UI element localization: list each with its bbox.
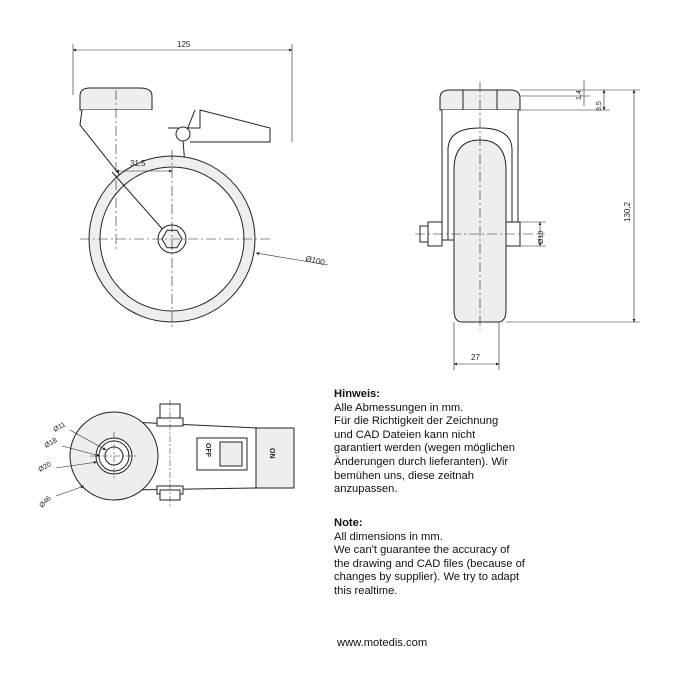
dim-dia-46: Ø46 [38,495,53,510]
dim-dia-18: Ø18 [43,437,59,450]
dim-dia-11: Ø11 [52,421,68,434]
front-view [415,80,640,370]
note-block [334,517,584,599]
dim-31-5: 31,5 [130,159,146,168]
off-label: OFF [204,443,211,457]
dim-27: 27 [471,353,480,362]
hinweis-block [334,388,584,497]
dim-axle-dia: Ø10 [538,230,545,244]
dim-125: 125 [177,40,191,49]
note-heading: Note: [334,517,363,529]
note-text: All dimensions in mm. We can't guarantee the accuracy of the drawing and CAD files (because of changes by supplier). We try to adapt this realtime. [334,530,525,597]
dim-9-5: 9,5 [596,101,603,111]
hinweis-text: Alle Abmessungen in mm. Für die Richtigkeit der Zeichnung und CAD Dateien kann nicht garantiert werden (wegen möglichen Änderungen durch lieferanten). Wir bemühen uns, diese zeitnah anzupassen. [334,401,515,496]
dim-wheel-dia: Ø100 [304,254,326,268]
website-url: www.motedis.com [337,637,428,649]
dim-dia-20: Ø20 [37,461,53,474]
top-view [56,400,294,506]
lever-pivot [176,127,190,141]
dim-1-4: 1,4 [576,90,583,100]
on-label: ON [268,448,275,459]
dim-130-2: 130,2 [623,201,632,222]
hinweis-heading: Hinweis: [334,388,381,400]
side-view [73,44,328,330]
